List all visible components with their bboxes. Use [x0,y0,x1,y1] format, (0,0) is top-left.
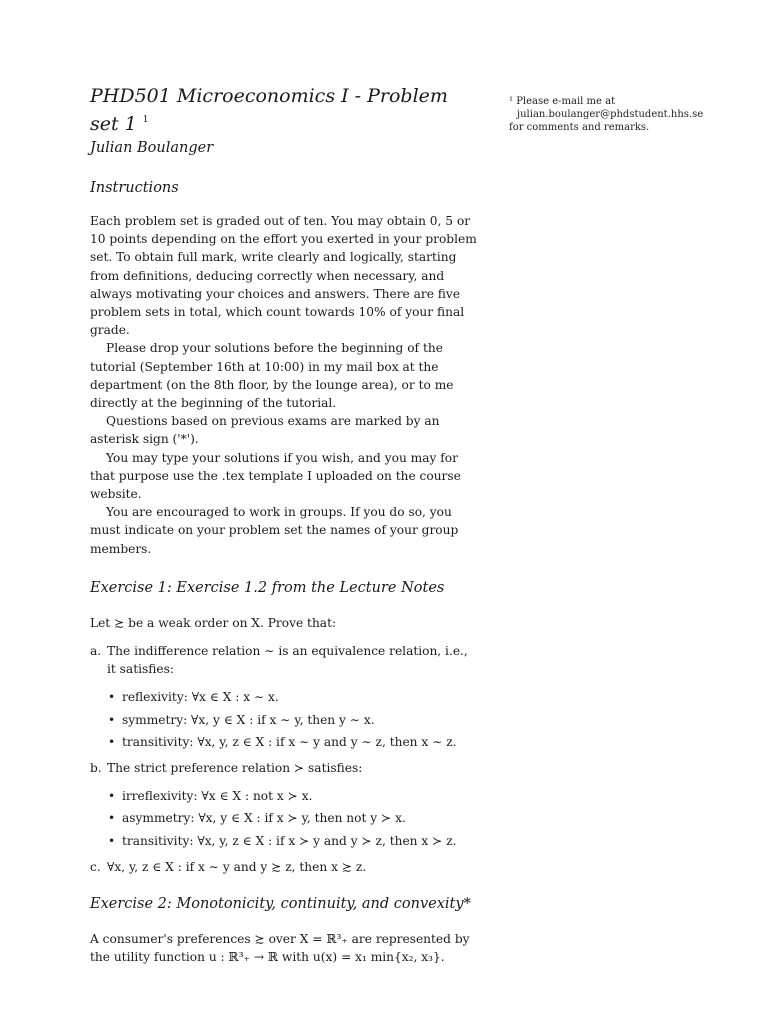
exercise1-part-b [90,759,480,777]
list-item: • reflexivity: ∀x ∈ X : x ∼ x. [106,688,480,706]
part-a-bullets [106,688,480,751]
instructions-paragraph: You may type your solutions if you wish, and you may for that purpose use the .tex template I uploaded on the course website. [90,450,461,502]
main-column [90,84,480,967]
footnote [509,95,749,134]
instructions-paragraph: Each problem set is graded out of ten. You may obtain 0, 5 or 10 points depending on the effort you exerted in your problem set. To obtain full mark, write clearly and logically, starting from definitions, deducing correctly when necessary, and always motivating your choices and answers. There are five problem sets in total, which count towards 10% of your final grade. [90,214,477,338]
exercise1-intro: Let ≿ be a weak order on X. Prove that: [90,615,337,630]
instructions-paragraph: Questions based on previous exams are marked by an asterisk sign ('*'). [90,414,440,447]
part-b-bullets [106,787,480,850]
instructions-heading: Instructions [90,180,179,196]
list-item: • irreflexivity: ∀x ∈ X : not x ≻ x. [106,787,480,805]
part-text: ∀x, y, z ∈ X : if x ∼ y and y ≿ z, then x ≿ z. [107,859,367,874]
exercise2-text: A consumer's preferences ≿ over X = ℝ³₊ are represented by the utility function u : ℝ³₊ → ℝ with u(x) = x₁ min{x₂, x₃}. [90,932,470,965]
exercise1-part-c [90,858,480,876]
footnote-line: for comments and remarks. [509,122,650,133]
part-label: c. [90,859,101,874]
instructions-paragraph: Please drop your solutions before the beginning of the tutorial (September 16th at 10:00) in my mail box at the department (on the 8th floor, by the lounge area), or to me directly at the beginning of the tutorial. [90,341,454,411]
part-text: The indifference relation ∼ is an equivalence relation, i.e., it satisfies: [107,644,468,677]
footnote-mark: 1 [142,115,149,125]
part-text: The strict preference relation ≻ satisfies: [107,761,363,776]
list-item: • symmetry: ∀x, y ∈ X : if x ∼ y, then y ∼ x. [106,711,480,729]
exercise1-part-a [90,642,480,678]
part-label: a. [90,644,102,659]
exercise2-heading: Exercise 2: Monotonicity, continuity, and convexity* [90,896,471,913]
document-title: PHD501 Microeconomics I - Problem set 1 $^1$ [90,85,448,135]
exercise1-heading: Exercise 1: Exercise 1.2 from the Lecture Notes [90,579,445,596]
instructions-paragraph: You are encouraged to work in groups. If you do so, you must indicate on your problem set the names of your group members. [90,505,459,556]
footnote-line: ¹ Please e-mail me at [509,96,616,107]
instructions-body [90,212,480,558]
list-item: • transitivity: ∀x, y, z ∈ X : if x ∼ y and y ∼ z, then x ∼ z. [106,733,480,751]
part-label: b. [90,761,102,776]
list-item: • transitivity: ∀x, y, z ∈ X : if x ≻ y and y ≻ z, then x ≻ z. [106,832,480,850]
exercise1-parts [90,642,480,876]
author-name: Julian Boulanger [90,140,214,156]
footnote-email: julian.boulanger@phdstudent.hhs.se [517,109,704,120]
list-item: • asymmetry: ∀x, y ∈ X : if x ≻ y, then not y ≻ x. [106,809,480,827]
